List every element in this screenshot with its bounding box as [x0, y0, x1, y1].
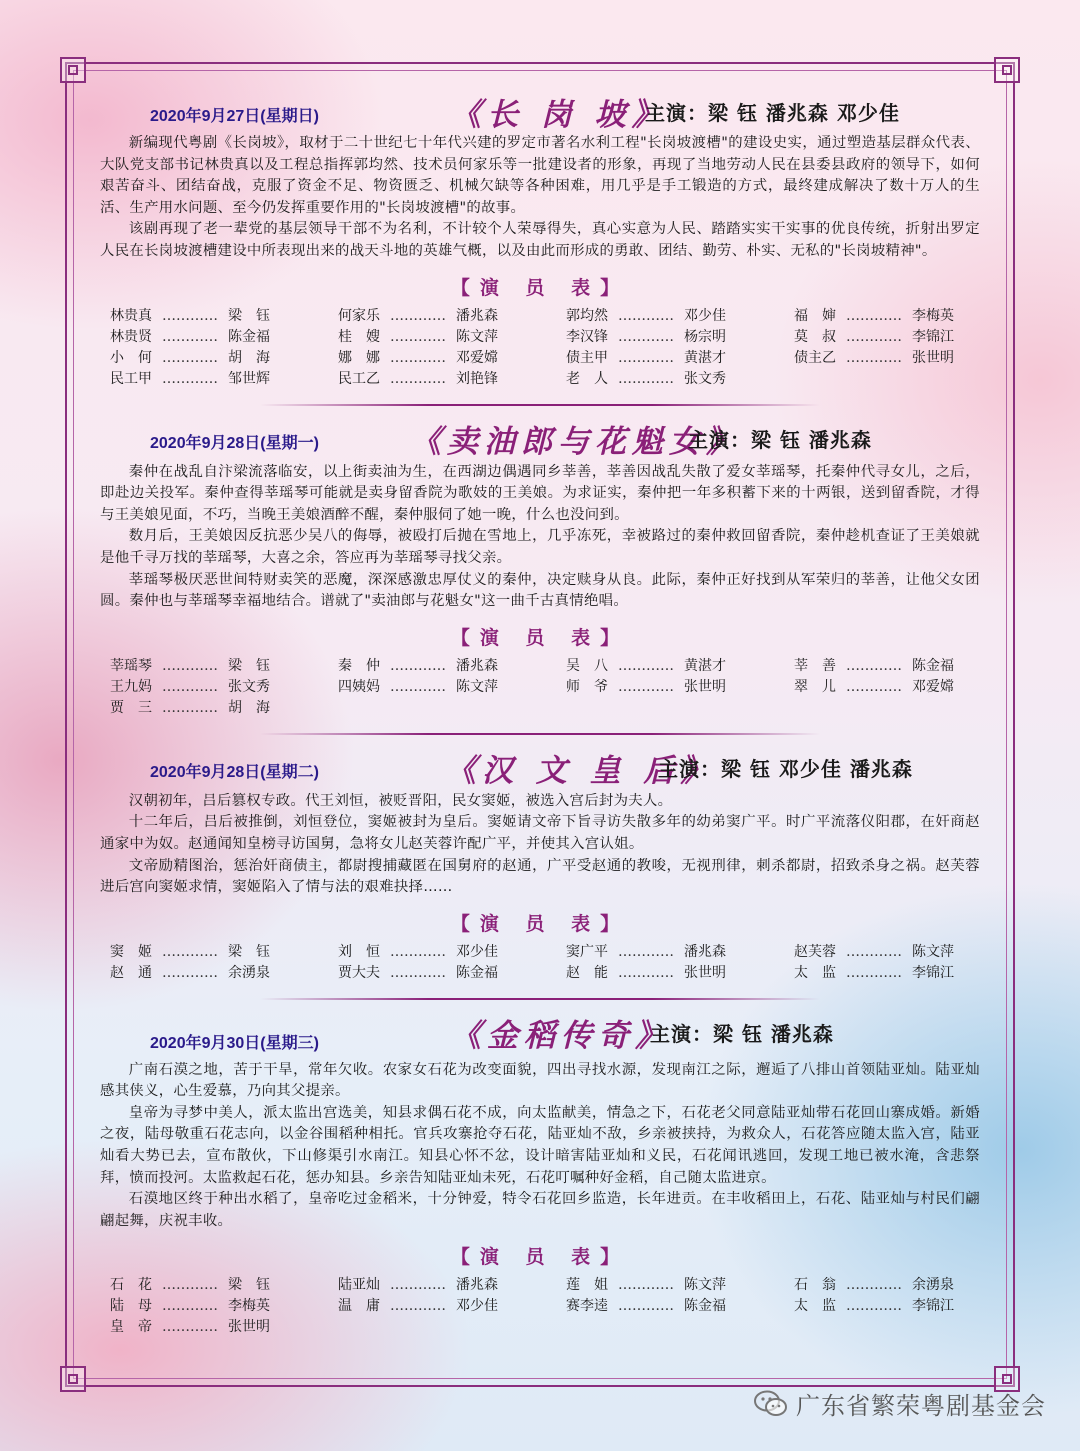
cast-role: 王九妈 — [110, 678, 152, 695]
cast-entry — [794, 348, 990, 369]
synopsis-paragraph: 石漠地区终于种出水稻了，皇帝吃过金稻米，十分钟爱，特令石花回乡监造，长年进贡。在丰收稻田上，石花、陆亚灿与村民们翩翩起舞，庆祝丰收。 — [100, 1191, 980, 1229]
cast-actor: 梁 钰 — [228, 943, 270, 960]
cast-actor: 陈金福 — [456, 964, 498, 981]
lead-actors: 主演：梁 钰 潘兆森 — [688, 427, 872, 452]
program-content — [100, 85, 980, 1338]
cast-leader-dots: ………… — [162, 964, 218, 981]
show-section-1 — [100, 85, 980, 406]
cast-role: 小 何 — [110, 349, 152, 366]
cast-leader-dots: ………… — [162, 657, 218, 674]
cast-actor: 张世明 — [912, 349, 954, 366]
cast-list-title: 【演 员 表】 — [450, 1246, 630, 1269]
cast-entry — [110, 656, 338, 677]
cast-entry — [110, 348, 338, 369]
organization-name: 广东省繁荣粤剧基金会 — [796, 1392, 1046, 1420]
cast-leader-dots: ………… — [846, 1277, 902, 1294]
cast-role: 翠 儿 — [794, 678, 836, 695]
cast-list-title: 【演 员 表】 — [450, 912, 630, 935]
cast-entry — [110, 306, 338, 327]
cast-entry — [566, 348, 794, 369]
cast-actor: 李梅英 — [912, 307, 954, 324]
show-title: 《金稻传奇》 — [450, 1017, 672, 1054]
cast-leader-dots: ………… — [390, 1298, 446, 1315]
cast-leader-dots: ………… — [390, 307, 446, 324]
cast-actor: 胡 海 — [228, 699, 270, 716]
cast-actor: 李锦江 — [912, 964, 954, 981]
cast-actor: 邓爱嫦 — [912, 678, 954, 695]
section-divider — [260, 733, 820, 735]
cast-entry — [110, 1296, 338, 1317]
cast-role: 陆 母 — [110, 1298, 152, 1315]
cast-list — [100, 1275, 980, 1338]
show-title: 《长 岗 坡》 — [450, 97, 669, 133]
cast-entry — [566, 327, 794, 348]
cast-entry — [566, 963, 794, 984]
cast-actor: 李锦江 — [912, 328, 954, 345]
cast-role: 福 婶 — [794, 307, 836, 324]
cast-entry — [566, 1275, 794, 1296]
cast-role: 贾 三 — [110, 699, 152, 716]
cast-role: 老 人 — [566, 370, 608, 387]
cast-actor: 邓爱嫦 — [456, 349, 498, 366]
cast-role: 赵 能 — [566, 964, 608, 981]
cast-entry — [338, 963, 566, 984]
cast-actor: 邓少佳 — [684, 307, 726, 324]
cast-leader-dots: ………… — [618, 370, 674, 387]
cast-leader-dots: ………… — [162, 1298, 218, 1315]
cast-role: 何家乐 — [338, 307, 380, 324]
cast-actor: 潘兆森 — [456, 307, 498, 324]
synopsis — [100, 462, 980, 613]
cast-entry — [110, 327, 338, 348]
cast-leader-dots: ………… — [162, 1277, 218, 1294]
lead-actors: 主演：梁 钰 潘兆森 — [650, 1021, 834, 1046]
cast-leader-dots: ………… — [390, 328, 446, 345]
cast-leader-dots: ………… — [162, 699, 218, 716]
cast-actor: 张文秀 — [684, 370, 726, 387]
show-title: 《汉 文 皇 后》 — [445, 752, 718, 789]
cast-role: 债主甲 — [566, 349, 608, 366]
cast-list — [100, 656, 980, 719]
synopsis-paragraph: 十二年后，吕后被推倒，刘恒登位，窦姬被封为皇后。窦姬请文帝下旨寻访失散多年的幼弟窦广平。时广平流落仪阳郡，在奸商赵通家中为奴。赵通闻知皇榜寻访国舅，急将女儿赵芙蓉许配广平，并使其入宫认姐。 — [100, 814, 980, 852]
cast-entry — [338, 348, 566, 369]
cast-entry — [338, 327, 566, 348]
show-section-2 — [100, 412, 980, 735]
synopsis — [100, 1060, 980, 1233]
cast-entry — [338, 306, 566, 327]
cast-entry — [794, 656, 990, 677]
cast-role: 桂 嫂 — [338, 328, 380, 345]
section-divider — [260, 404, 820, 406]
cast-actor: 刘艳锋 — [456, 370, 498, 387]
cast-entry — [794, 942, 990, 963]
cast-leader-dots: ………… — [846, 1298, 902, 1315]
cast-leader-dots: ………… — [390, 964, 446, 981]
cast-role: 师 爷 — [566, 678, 608, 695]
cast-actor: 梁 钰 — [228, 1277, 270, 1294]
cast-list — [100, 942, 980, 984]
cast-entry — [110, 698, 338, 719]
cast-role: 莘瑶琴 — [110, 657, 152, 674]
cast-leader-dots: ………… — [846, 307, 902, 324]
synopsis-paragraph: 莘瑶琴极厌恶世间特财卖笑的恶魔，深深感激忠厚仗义的秦仲，决定赎身从良。此际，秦仲正好找到从军荣归的莘善，让他父女团圆。秦仲也与莘瑶琴幸福地结合。谱就了"卖油郎与花魁女"这一曲千古真情绝唱。 — [100, 571, 980, 610]
synopsis-paragraph: 广南石漠之地，苦于干旱，常年欠收。农家女石花为改变面貌，四出寻找水源，发现南江之际，邂逅了八排山首领陆亚灿。陆亚灿感其侠义，心生爱慕，乃向其父提亲。 — [100, 1061, 980, 1100]
cast-actor: 李梅英 — [228, 1298, 270, 1315]
cast-actor: 张文秀 — [228, 678, 270, 695]
corner-ornament-tr — [994, 57, 1020, 83]
cast-leader-dots: ………… — [162, 1319, 218, 1336]
cast-leader-dots: ………… — [618, 964, 674, 981]
cast-entry — [110, 963, 338, 984]
section-divider — [260, 998, 820, 1000]
cast-actor: 陈金福 — [912, 657, 954, 674]
cast-actor: 陈文萍 — [684, 1277, 726, 1294]
cast-leader-dots: ………… — [618, 1277, 674, 1294]
cast-leader-dots: ………… — [618, 349, 674, 366]
cast-entry — [338, 942, 566, 963]
cast-entry — [338, 677, 566, 698]
cast-actor: 张世明 — [228, 1319, 270, 1336]
show-date: 2020年9月28日(星期一) — [150, 434, 319, 452]
cast-entry — [566, 369, 794, 390]
synopsis-paragraph: 新编现代粤剧《长岗坡》，取材于二十世纪七十年代兴建的罗定市著名水利工程"长岗坡渡槽"的建设史实，通过塑造基层群众代表、大队党支部书记林贵真以及工程总指挥郭均然、技术员何家乐等一批建设者的形象，再现了当地劳动人民在县委县政府的领导下，如何艰苦奋斗、团结奋战，克服了资金不足、物资匮乏、机械欠缺等各种困难，用几乎是手工锻造的方式，最终建成解决了数十万人的生活、生产用水问题、至今仍发挥重要作用的"长岗坡渡槽"的故事。 — [100, 135, 980, 216]
synopsis — [100, 791, 980, 899]
show-title: 《卖油郎与花魁女》 — [410, 423, 743, 460]
cast-leader-dots: ………… — [162, 307, 218, 324]
cast-role: 太 监 — [794, 964, 836, 981]
cast-actor: 陈文萍 — [456, 328, 498, 345]
cast-actor: 潘兆森 — [456, 1277, 498, 1294]
cast-role: 陆亚灿 — [338, 1277, 380, 1294]
cast-actor: 邓少佳 — [456, 943, 498, 960]
cast-role: 皇 帝 — [110, 1319, 152, 1336]
cast-actor: 陈文萍 — [456, 678, 498, 695]
cast-actor: 黄湛才 — [684, 657, 726, 674]
cast-role: 债主乙 — [794, 349, 836, 366]
cast-role: 石 翁 — [794, 1277, 836, 1294]
cast-role: 石 花 — [110, 1277, 152, 1294]
cast-leader-dots: ………… — [846, 349, 902, 366]
cast-list-title: 【演 员 表】 — [450, 276, 630, 299]
cast-leader-dots: ………… — [390, 1277, 446, 1294]
cast-role: 莫 叔 — [794, 328, 836, 345]
cast-role: 莘 善 — [794, 657, 836, 674]
cast-entry — [794, 677, 990, 698]
cast-leader-dots: ………… — [390, 943, 446, 960]
cast-actor: 余湧泉 — [228, 964, 270, 981]
cast-role: 林贵贤 — [110, 328, 152, 345]
cast-leader-dots: ………… — [390, 657, 446, 674]
cast-entry — [794, 306, 990, 327]
wechat-icon — [754, 1390, 788, 1418]
corner-ornament-bl — [60, 1366, 86, 1392]
cast-entry — [794, 1296, 990, 1317]
cast-leader-dots: ………… — [846, 943, 902, 960]
cast-role: 赛李逵 — [566, 1298, 608, 1315]
cast-leader-dots: ………… — [846, 328, 902, 345]
show-date: 2020年9月28日(星期二) — [150, 763, 319, 781]
lead-actors: 主演：梁 钰 邓少佳 潘兆森 — [658, 756, 913, 781]
cast-leader-dots: ………… — [162, 943, 218, 960]
cast-actor: 张世明 — [684, 964, 726, 981]
cast-actor: 杨宗明 — [684, 328, 726, 345]
cast-role: 刘 恒 — [338, 943, 380, 960]
show-section-4 — [100, 1006, 980, 1339]
cast-list — [100, 306, 980, 390]
organization-logo — [754, 1386, 1046, 1421]
synopsis-paragraph: 文帝励精图治，惩治奸商债主，都尉搜捕藏匿在国舅府的赵通，广平受赵通的教唆，无视刑律，刺杀都尉，招致杀身之祸。赵芙蓉进后宫向窦姬求情，窦姬陷入了情与法的艰难抉择…… — [100, 857, 980, 896]
cast-actor: 黄湛才 — [684, 349, 726, 366]
cast-actor: 李锦江 — [912, 1298, 954, 1315]
cast-actor: 余湧泉 — [912, 1277, 954, 1294]
cast-entry — [110, 942, 338, 963]
show-header — [100, 412, 980, 458]
cast-leader-dots: ………… — [390, 349, 446, 366]
cast-leader-dots: ………… — [618, 307, 674, 324]
cast-leader-dots: ………… — [390, 678, 446, 695]
cast-role: 民工甲 — [110, 370, 152, 387]
show-section-3 — [100, 741, 980, 1000]
lead-actors: 主演：梁 钰 潘兆森 邓少佳 — [645, 101, 900, 125]
cast-role: 贾大夫 — [338, 964, 380, 981]
synopsis-paragraph: 汉朝初年，吕后篡权专政。代王刘恒，被贬晋阳，民女窦姬，被选入宫后封为夫人。 — [128, 792, 673, 809]
synopsis-paragraph: 该剧再现了老一辈党的基层领导干部不为名利，不计较个人荣辱得失，真心实意为人民、踏踏实实干实事的优良传统，折射出罗定人民在长岗坡渡槽建设中所表现出来的战天斗地的英雄气概，以及由此而形成的勇敢、团结、勤劳、朴实、无私的"长岗坡精神"。 — [100, 221, 980, 259]
cast-actor: 潘兆森 — [684, 943, 726, 960]
cast-leader-dots: ………… — [162, 328, 218, 345]
cast-entry — [338, 369, 566, 390]
cast-entry — [110, 1275, 338, 1296]
cast-leader-dots: ………… — [390, 370, 446, 387]
synopsis — [100, 133, 980, 263]
synopsis-paragraph: 数月后，王美娘因反抗恶少吴八的侮辱，被殴打后抛在雪地上，几乎冻死，幸被路过的秦仲救回留香院，秦仲趁机查证了王美娘就是他千寻万找的莘瑶琴，大喜之余，答应再为莘瑶琴寻找父亲。 — [100, 528, 980, 566]
cast-actor: 梁 钰 — [228, 657, 270, 674]
cast-actor: 邹世辉 — [228, 370, 270, 387]
cast-leader-dots: ………… — [162, 349, 218, 366]
cast-entry — [794, 327, 990, 348]
cast-actor: 陈文萍 — [912, 943, 954, 960]
cast-entry — [566, 656, 794, 677]
cast-leader-dots: ………… — [618, 328, 674, 345]
cast-role: 秦 仲 — [338, 657, 380, 674]
cast-actor: 陈金福 — [684, 1298, 726, 1315]
cast-entry — [566, 677, 794, 698]
show-date: 2020年9月30日(星期三) — [150, 1034, 319, 1052]
cast-leader-dots: ………… — [618, 657, 674, 674]
cast-role: 莲 姐 — [566, 1277, 608, 1294]
cast-role: 李汉锋 — [566, 328, 608, 345]
cast-entry — [566, 942, 794, 963]
cast-leader-dots: ………… — [846, 964, 902, 981]
synopsis-paragraph: 皇帝为寻梦中美人，派太监出宫选美，知县求偶石花不成，向太监献美，情急之下，石花老父同意陆亚灿带石花回山寨成婚。新婚之夜，陆母敬重石花志向，以金谷围稻种相托。官兵攻寨抢夺石花，陆亚灿不敌，乡亲被挟持，为救众人，石花答应随太监入宫，陆亚灿看大势已去，宣布散伙，下山修渠引水南江。知县心怀不忿，设计暗害陆亚灿和义民，石花闻讯逃回，发现工地已被水淹，含悲祭拜，愤而投河。太监救起石花，惩办知县。乡亲告知陆亚灿未死，石花叮嘱种好金稻，自己随太监进京。 — [100, 1104, 980, 1186]
cast-entry — [794, 963, 990, 984]
cast-entry — [110, 677, 338, 698]
cast-role: 赵 通 — [110, 964, 152, 981]
show-header — [100, 85, 980, 131]
cast-role: 郭均然 — [566, 307, 608, 324]
cast-actor: 陈金福 — [228, 328, 270, 345]
cast-entry — [566, 306, 794, 327]
show-date: 2020年9月27日(星期日) — [150, 108, 319, 125]
cast-entry — [338, 1296, 566, 1317]
cast-leader-dots: ………… — [618, 1298, 674, 1315]
cast-role: 窦广平 — [566, 943, 608, 960]
cast-leader-dots: ………… — [162, 370, 218, 387]
cast-leader-dots: ………… — [846, 657, 902, 674]
cast-actor: 邓少佳 — [456, 1298, 498, 1315]
cast-actor: 张世明 — [684, 678, 726, 695]
cast-actor: 梁 钰 — [228, 307, 270, 324]
cast-leader-dots: ………… — [618, 678, 674, 695]
show-header — [100, 741, 980, 787]
synopsis-paragraph: 秦仲在战乱自汴梁流落临安，以上街卖油为生，在西湖边偶遇同乡莘善，莘善因战乱失散了爱女莘瑶琴，托秦仲代寻女儿，之后，即赴边关投军。秦仲查得莘瑶琴可能就是卖身留香院为歌妓的王美娘。为求证实，秦仲把一年多积蓄下来的十两银，送到留香院，才得与王美娘见面，不巧，当晚王美娘酒醉不醒，秦仲服伺了她一晚，什么也没问到。 — [100, 463, 980, 523]
cast-entry — [566, 1296, 794, 1317]
cast-role: 太 监 — [794, 1298, 836, 1315]
cast-entry — [110, 369, 338, 390]
cast-entry — [338, 1275, 566, 1296]
cast-actor: 潘兆森 — [456, 657, 498, 674]
corner-ornament-tl — [60, 57, 86, 83]
cast-leader-dots: ………… — [162, 678, 218, 695]
cast-leader-dots: ………… — [846, 678, 902, 695]
cast-entry — [110, 1317, 338, 1338]
cast-role: 娜 娜 — [338, 349, 380, 366]
cast-role: 赵芙蓉 — [794, 943, 836, 960]
cast-role: 四姨妈 — [338, 678, 380, 695]
cast-actor: 胡 海 — [228, 349, 270, 366]
cast-role: 民工乙 — [338, 370, 380, 387]
cast-role: 吴 八 — [566, 657, 608, 674]
cast-role: 温 庸 — [338, 1298, 380, 1315]
cast-leader-dots: ………… — [618, 943, 674, 960]
cast-entry — [338, 656, 566, 677]
cast-role: 窦 姬 — [110, 943, 152, 960]
show-header — [100, 1006, 980, 1052]
cast-list-title: 【演 员 表】 — [450, 626, 630, 649]
cast-entry — [794, 1275, 990, 1296]
cast-role: 林贵真 — [110, 307, 152, 324]
